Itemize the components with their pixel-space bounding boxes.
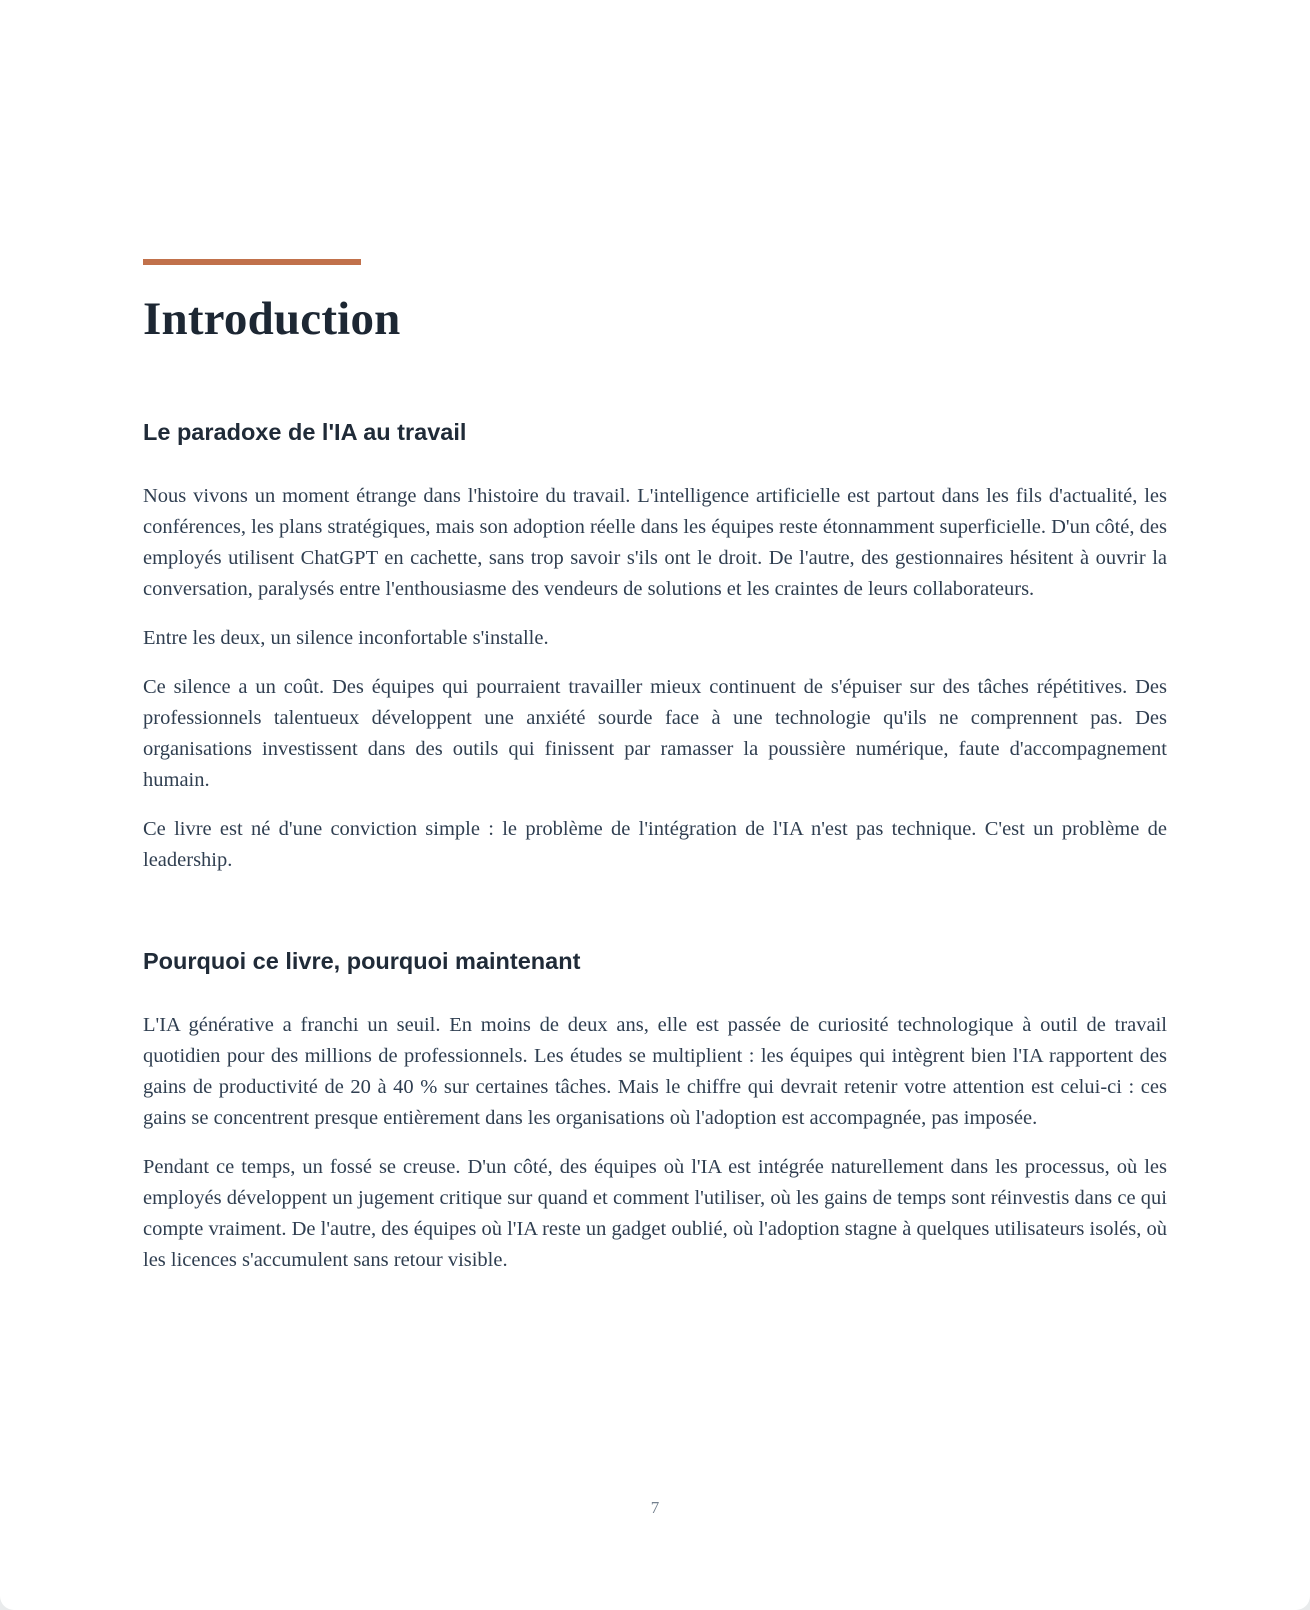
page-content <box>0 259 1310 1276</box>
chapter-title: Introduction <box>143 293 401 345</box>
paragraph: Ce silence a un coût. Des équipes qui pourraient travailler mieux continuent de s'épuiser sur des tâches répétitives. Des professionnels talentueux développent une anxiété sourde face à une technologie qu'ils ne comprennent pas. Des organisations investissent dans des outils qui finissent par ramasser la poussière numérique, faute d'accompagnement humain. <box>143 676 1167 791</box>
paragraph: L'IA générative a franchi un seuil. En moins de deux ans, elle est passée de curiosité technologique à outil de travail quotidien pour des millions de professionnels. Les études se multiplient : les équipes qui intègrent bien l'IA rapportent des gains de productivité de 20 à 40 % sur certaines tâches. Mais le chiffre qui devrait retenir votre attention est celui-ci : ces gains se concentrent presque entièrement dans les organisations où l'adoption est accompagnée, pas imposée. <box>143 1014 1167 1129</box>
paragraph: Pendant ce temps, un fossé se creuse. D'un côté, des équipes où l'IA est intégrée naturellement dans les processus, où les employés développent un jugement critique sur quand et comment l'utiliser, où les gains de temps sont réinvestis dans ce qui compte vraiment. De l'autre, des équipes où l'IA reste un gadget oublié, où l'adoption stagne à quelques utilisateurs isolés, où les licences s'accumulent sans retour visible. <box>143 1156 1167 1271</box>
page-footer <box>0 1498 1310 1518</box>
section-heading: Le paradoxe de l'IA au travail <box>143 419 467 445</box>
paragraph: Ce livre est né d'une conviction simple : le problème de l'intégration de l'IA n'est pas technique. C'est un problème de leadership. <box>143 818 1167 871</box>
paragraph: Entre les deux, un silence inconfortable s'installe. <box>143 627 549 649</box>
section-pourquoi <box>143 946 1167 1276</box>
section-paradoxe <box>143 417 1167 876</box>
paragraph: Nous vivons un moment étrange dans l'histoire du travail. L'intelligence artificielle est partout dans les fils d'actualité, les conférences, les plans stratégiques, mais son adoption réelle dans les équipes reste étonnamment superficielle. D'un côté, des employés utilisent ChatGPT en cachette, sans trop savoir s'ils ont le droit. De l'autre, des gestionnaires hésitent à ouvrir la conversation, paralysés entre l'enthousiasme des vendeurs de solutions et les craintes de leurs collaborateurs. <box>143 485 1167 600</box>
section-heading: Pourquoi ce livre, pourquoi maintenant <box>143 948 581 974</box>
accent-rule <box>143 259 361 265</box>
page-number: 7 <box>650 1498 660 1517</box>
